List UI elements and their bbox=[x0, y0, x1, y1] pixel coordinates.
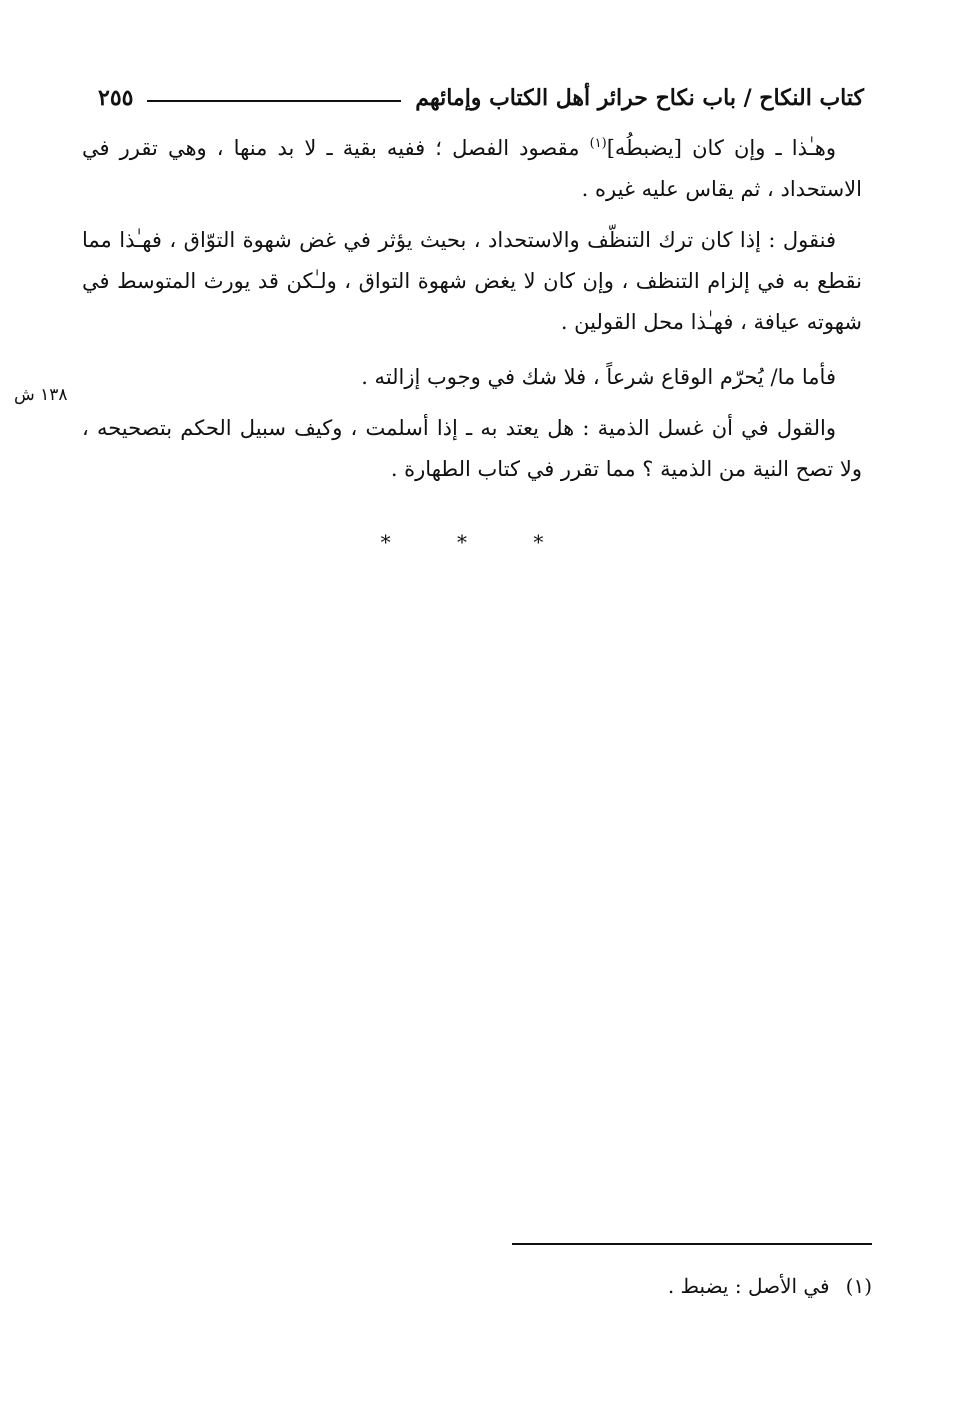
paragraph-1-start: وهـٰذا ـ وإن كان [يضبطُه] bbox=[606, 136, 836, 160]
paragraph-3: فأما ما/ يُحرّم الوقاع شرعاً ، فلا شك في وجوب إزالته . bbox=[361, 365, 836, 389]
page-number: ٢٥٥ bbox=[98, 85, 134, 111]
header-rule bbox=[147, 100, 401, 102]
running-header bbox=[98, 78, 864, 118]
footnote-rule bbox=[512, 1243, 872, 1245]
paragraph-4: والقول في أن غسل الذمية : هل يعتد به ـ إذا أسلمت ، وكيف سبيل الحكم بتصحيحه ، ولا تصح النية من الذمية ؟ مما تقرر في كتاب الطهارة . bbox=[82, 416, 862, 481]
header-title: كتاب النكاح / باب نكاح حرائر أهل الكتاب وإمائهم bbox=[415, 85, 864, 111]
footnote-reference: (١) bbox=[589, 136, 607, 151]
footnote bbox=[400, 1274, 872, 1298]
section-separator: * * * bbox=[380, 530, 574, 554]
margin-note: ١٣٨ ش bbox=[14, 385, 68, 405]
paragraph-1-end: مقصود الفصل ؛ ففيه بقية ـ لا بد منها ، وهي تقرر في الاستحداد ، ثم يقاس عليه غيره . bbox=[82, 136, 862, 201]
paragraph-1 bbox=[82, 128, 862, 210]
footnote-text: في الأصل : يضبط . bbox=[667, 1274, 830, 1298]
footnote-number: (١) bbox=[845, 1274, 872, 1298]
paragraph-2: فنقول : إذا كان ترك التنظّف والاستحداد ، بحيث يؤثر في غض شهوة التوّاق ، فهـٰذا مما نقطع به في إلزام التنظف ، وإن كان لا يغض شهوة التواق ، ولـٰكن قد يورث المتوسط في شهوته عيافة ، فهـٰذا محل القولين . bbox=[82, 228, 862, 334]
main-text bbox=[82, 128, 862, 504]
